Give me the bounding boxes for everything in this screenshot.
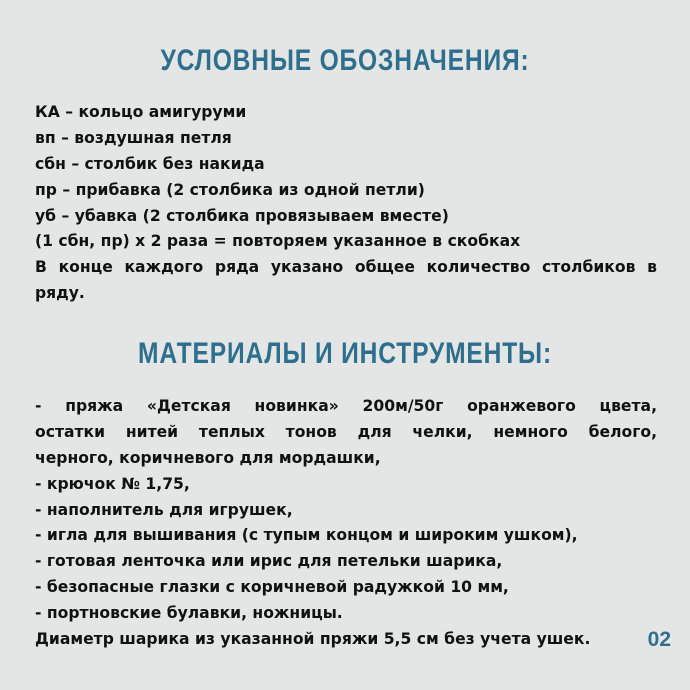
materials-line: - портновские булавки, ножницы.: [35, 604, 343, 623]
diameter-note: Диаметр шарика из указанной пряжи 5,5 см без учета ушек.: [35, 630, 591, 649]
materials-line: - безопасные глазки с коричневой радужкой 10 мм,: [35, 578, 509, 597]
legend-line: В конце каждого ряда указано общее количество столбиков в: [35, 258, 657, 277]
footer-line: [35, 627, 671, 653]
materials-list: [35, 394, 671, 653]
page-number: 02: [647, 628, 671, 652]
legend-line: вп – воздушная петля: [35, 128, 232, 147]
legend-list: [35, 100, 657, 307]
legend-line: (1 сбн, пр) х 2 раза = повторяем указанное в скобках: [35, 232, 521, 251]
materials-heading: МАТЕРИАЛЫ И ИНСТРУМЕНТЫ:: [138, 337, 552, 370]
legend-line: КА – кольцо амигуруми: [35, 103, 247, 121]
materials-line: - пряжа «Детская новинка» 200м/50г оранжевого цвета,: [35, 397, 657, 415]
materials-line: остатки нитей теплых тонов для челки, немного белого,: [35, 422, 657, 441]
legend-line: ряду.: [35, 284, 85, 303]
legend-line: сбн – столбик без накида: [35, 154, 265, 173]
legend-line: уб – убавка (2 столбика провязываем вместе): [35, 206, 449, 225]
materials-line: черного, коричневого для мордашки,: [35, 448, 381, 467]
legend-heading: УСЛОВНЫЕ ОБОЗНАЧЕНИЯ:: [160, 44, 530, 77]
materials-line: - крючок № 1,75,: [35, 474, 190, 493]
materials-line: - наполнитель для игрушек,: [35, 500, 293, 519]
materials-line: - готовая ленточка или ирис для петельки шарика,: [35, 552, 503, 571]
legend-line: пр – прибавка (2 столбика из одной петли): [35, 180, 425, 199]
materials-line: - игла для вышивания (с тупым концом и широким ушком),: [35, 526, 578, 545]
